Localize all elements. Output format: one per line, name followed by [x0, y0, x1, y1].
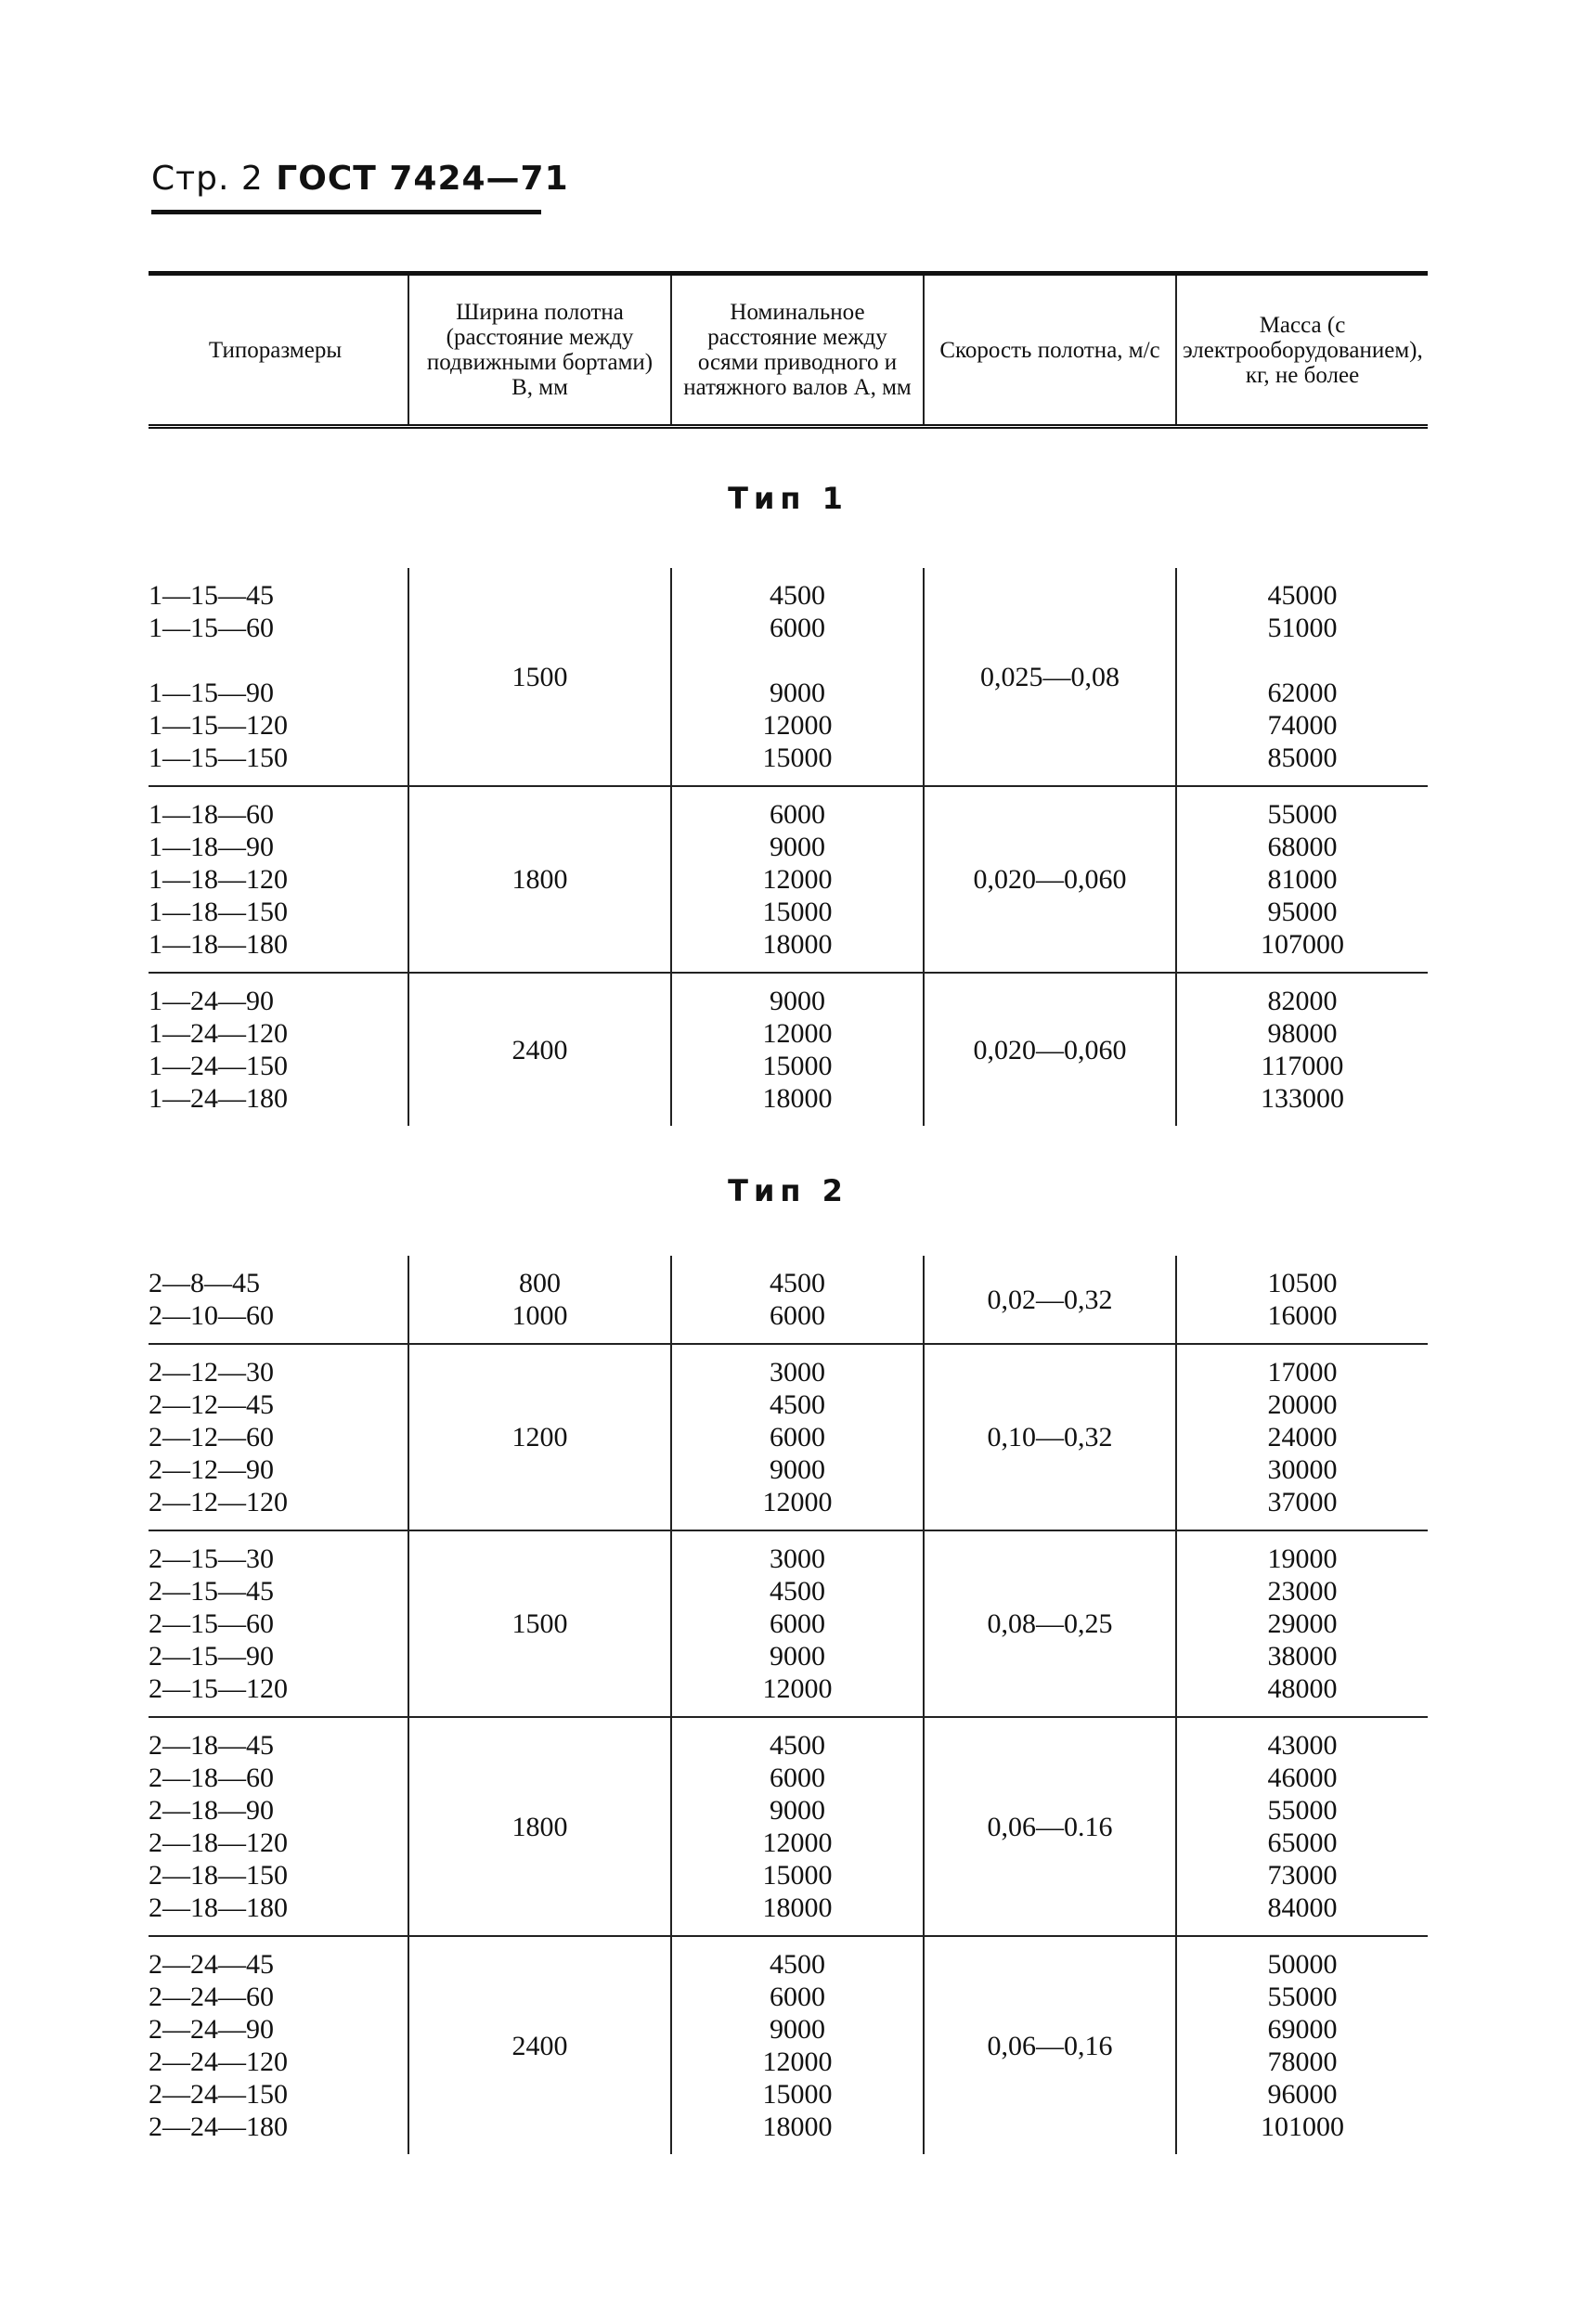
mass-value: 19000	[1267, 1543, 1338, 1574]
column-header-width: Ширина полотна (расстояние между подвижными бортами) B, мм	[408, 274, 671, 427]
mass-value: 55000	[1267, 1982, 1338, 2012]
distance-value: 18000	[762, 2111, 833, 2142]
size-designation: 2—12—45	[149, 1389, 274, 1420]
distance-cell	[671, 1344, 924, 1530]
mass-cell	[1176, 786, 1428, 973]
width-cell	[408, 1256, 671, 1344]
size-designation: 1—15—90	[149, 678, 274, 708]
width-value: 1200	[511, 1422, 568, 1452]
type-heading: Тип 1	[728, 480, 848, 516]
distance-value: 15000	[762, 2079, 833, 2110]
page-header	[151, 160, 569, 198]
mass-value: 37000	[1267, 1487, 1338, 1517]
distance-value: 12000	[762, 864, 833, 895]
width-cell	[408, 786, 671, 973]
mass-value: 73000	[1267, 1860, 1338, 1891]
distance-cell	[671, 973, 924, 1126]
speed-value: 0,06—0,16	[987, 2030, 1113, 2061]
size-designation: 2—24—120	[149, 2046, 288, 2077]
size-designation: 2—24—90	[149, 2014, 274, 2045]
distance-value: 3000	[770, 1543, 825, 1574]
distance-value: 18000	[762, 929, 833, 960]
distance-value: 6000	[770, 1422, 825, 1452]
size-designation: 2—12—120	[149, 1487, 288, 1517]
mass-value: 96000	[1267, 2079, 1338, 2110]
speed-cell	[924, 1717, 1176, 1936]
mass-cell	[1176, 973, 1428, 1126]
width-cell	[408, 1717, 671, 1936]
distance-cell	[671, 1256, 924, 1344]
distance-cell	[671, 786, 924, 973]
distance-value: 15000	[762, 1051, 833, 1081]
table-body	[149, 427, 1428, 2155]
mass-value: 55000	[1267, 799, 1338, 830]
table-row	[149, 1344, 1428, 1530]
type-heading-row	[149, 1126, 1428, 1256]
size-designation: 1—15—120	[149, 710, 288, 741]
speed-value: 0,10—0,32	[987, 1422, 1113, 1452]
column-header-speed: Скорость полотна, м/с	[924, 274, 1176, 427]
mass-value: 48000	[1267, 1673, 1338, 1704]
size-designation: 1—18—180	[149, 929, 288, 960]
mass-value: 69000	[1267, 2014, 1338, 2045]
sizes-cell	[149, 786, 408, 973]
size-designation: 2—15—90	[149, 1641, 274, 1672]
mass-value: 51000	[1267, 613, 1338, 643]
speed-value: 0,020—0,060	[973, 864, 1127, 895]
distance-value: 9000	[770, 1641, 825, 1672]
sizes-cell	[149, 973, 408, 1126]
size-designation: 2—18—180	[149, 1892, 288, 1923]
mass-value: 50000	[1267, 1949, 1338, 1980]
width-cell	[408, 973, 671, 1126]
speed-cell	[924, 1344, 1176, 1530]
distance-value: 12000	[762, 1673, 833, 1704]
mass-value: 78000	[1267, 2046, 1338, 2077]
mass-value: 23000	[1267, 1576, 1338, 1607]
width-value: 2400	[511, 1034, 568, 1065]
column-header-distance: Номинальное расстояние между осями приводного и натяжного валов A, мм	[671, 274, 924, 427]
speed-value: 0,06—0.16	[987, 1811, 1113, 1842]
width-value: 1500	[511, 1608, 568, 1639]
width-value: 1500	[511, 661, 568, 692]
spacer	[1177, 644, 1428, 677]
mass-cell	[1176, 1256, 1428, 1344]
speed-value: 0,08—0,25	[987, 1608, 1113, 1639]
mass-value: 16000	[1267, 1300, 1338, 1331]
distance-cell	[671, 1717, 924, 1936]
distance-value: 9000	[770, 1454, 825, 1485]
mass-value: 65000	[1267, 1827, 1338, 1858]
size-designation: 1—15—60	[149, 613, 274, 643]
mass-cell	[1176, 568, 1428, 786]
distance-value: 12000	[762, 1827, 833, 1858]
distance-value: 9000	[770, 678, 825, 708]
mass-value: 117000	[1261, 1051, 1344, 1081]
speed-value: 0,025—0,08	[980, 661, 1120, 692]
distance-value: 4500	[770, 1268, 825, 1298]
mass-value: 29000	[1267, 1608, 1338, 1639]
sizes-cell	[149, 1256, 408, 1344]
speed-cell	[924, 786, 1176, 973]
size-designation: 1—15—150	[149, 742, 288, 773]
spacer	[672, 644, 923, 677]
size-designation: 1—24—180	[149, 1083, 288, 1114]
type-heading-row	[149, 427, 1428, 569]
width-value: 1000	[511, 1300, 568, 1331]
speed-value: 0,02—0,32	[987, 1284, 1113, 1315]
width-value: 1800	[511, 1811, 568, 1842]
mass-value: 10500	[1267, 1268, 1338, 1298]
mass-value: 62000	[1267, 678, 1338, 708]
size-designation: 2—18—120	[149, 1827, 288, 1858]
size-designation: 2—15—60	[149, 1608, 274, 1639]
width-value: 2400	[511, 2030, 568, 2061]
mass-value: 20000	[1267, 1389, 1338, 1420]
distance-value: 6000	[770, 1982, 825, 2012]
sizes-cell	[149, 1344, 408, 1530]
mass-value: 17000	[1267, 1357, 1338, 1388]
mass-value: 43000	[1267, 1730, 1338, 1761]
distance-value: 12000	[762, 710, 833, 741]
speed-cell	[924, 568, 1176, 786]
size-designation: 1—18—90	[149, 832, 274, 862]
mass-cell	[1176, 1344, 1428, 1530]
size-designation: 2—12—30	[149, 1357, 274, 1388]
size-designation: 2—15—30	[149, 1543, 274, 1574]
size-designation: 2—12—90	[149, 1454, 274, 1485]
speed-cell	[924, 1530, 1176, 1717]
mass-value: 84000	[1267, 1892, 1338, 1923]
distance-value: 6000	[770, 613, 825, 643]
width-value: 800	[519, 1268, 561, 1298]
distance-value: 6000	[770, 1300, 825, 1331]
size-designation: 2—18—90	[149, 1795, 274, 1826]
width-cell	[408, 568, 671, 786]
mass-value: 38000	[1267, 1641, 1338, 1672]
table-row	[149, 1530, 1428, 1717]
size-designation: 1—15—45	[149, 580, 274, 611]
table-row	[149, 1717, 1428, 1936]
spacer	[149, 644, 408, 677]
distance-value: 6000	[770, 1762, 825, 1793]
distance-value: 18000	[762, 1083, 833, 1114]
sizes-cell	[149, 1936, 408, 2154]
mass-value: 46000	[1267, 1762, 1338, 1793]
sizes-cell	[149, 1717, 408, 1936]
table-row	[149, 1256, 1428, 1344]
header-rule	[151, 210, 541, 214]
width-value: 1800	[511, 864, 568, 895]
distance-value: 4500	[770, 1730, 825, 1761]
size-designation: 2—10—60	[149, 1300, 274, 1331]
mass-value: 85000	[1267, 742, 1338, 773]
type-heading: Тип 2	[728, 1172, 848, 1208]
table-row	[149, 786, 1428, 973]
width-cell	[408, 1936, 671, 2154]
mass-value: 45000	[1267, 580, 1338, 611]
table-row	[149, 568, 1428, 786]
mass-value: 133000	[1261, 1083, 1344, 1114]
distance-value: 9000	[770, 832, 825, 862]
sizes-cell	[149, 568, 408, 786]
size-designation: 1—24—90	[149, 986, 274, 1016]
table-row	[149, 1936, 1428, 2154]
distance-value: 15000	[762, 897, 833, 927]
mass-value: 81000	[1267, 864, 1338, 895]
distance-cell	[671, 1530, 924, 1717]
size-designation: 1—18—60	[149, 799, 274, 830]
size-designation: 2—15—120	[149, 1673, 288, 1704]
size-designation: 2—18—60	[149, 1762, 274, 1793]
distance-value: 3000	[770, 1357, 825, 1388]
mass-cell	[1176, 1936, 1428, 2154]
size-designation: 1—24—120	[149, 1018, 288, 1049]
mass-value: 107000	[1261, 929, 1344, 960]
width-cell	[408, 1530, 671, 1717]
distance-value: 12000	[762, 1018, 833, 1049]
distance-value: 12000	[762, 1487, 833, 1517]
distance-value: 18000	[762, 1892, 833, 1923]
speed-cell	[924, 1256, 1176, 1344]
distance-cell	[671, 568, 924, 786]
size-designation: 2—18—150	[149, 1860, 288, 1891]
distance-cell	[671, 1936, 924, 2154]
distance-value: 12000	[762, 2046, 833, 2077]
mass-value: 30000	[1267, 1454, 1338, 1485]
size-designation: 2—12—60	[149, 1422, 274, 1452]
page-number: Стр. 2	[151, 160, 264, 198]
mass-value: 55000	[1267, 1795, 1338, 1826]
speed-cell	[924, 1936, 1176, 2154]
mass-value: 82000	[1267, 986, 1338, 1016]
distance-value: 9000	[770, 2014, 825, 2045]
sizes-cell	[149, 1530, 408, 1717]
table-row	[149, 973, 1428, 1126]
mass-value: 74000	[1267, 710, 1338, 741]
width-cell	[408, 1344, 671, 1530]
distance-value: 4500	[770, 1949, 825, 1980]
distance-value: 4500	[770, 1576, 825, 1607]
distance-value: 9000	[770, 1795, 825, 1826]
distance-value: 4500	[770, 580, 825, 611]
specification-table	[149, 271, 1428, 2154]
mass-value: 98000	[1267, 1018, 1338, 1049]
size-designation: 2—8—45	[149, 1268, 260, 1298]
mass-cell	[1176, 1717, 1428, 1936]
mass-value: 101000	[1261, 2111, 1344, 2142]
mass-cell	[1176, 1530, 1428, 1717]
standard-designation: ГОСТ 7424—71	[276, 160, 569, 198]
column-header-mass: Масса (с электрооборудованием), кг, не более	[1176, 274, 1428, 427]
column-header-sizes: Типоразмеры	[149, 274, 408, 427]
distance-value: 15000	[762, 742, 833, 773]
distance-value: 6000	[770, 799, 825, 830]
size-designation: 2—24—60	[149, 1982, 274, 2012]
distance-value: 9000	[770, 986, 825, 1016]
mass-value: 68000	[1267, 832, 1338, 862]
distance-value: 15000	[762, 1860, 833, 1891]
size-designation: 2—24—45	[149, 1949, 274, 1980]
size-designation: 2—15—45	[149, 1576, 274, 1607]
table-header-row	[149, 274, 1428, 427]
distance-value: 4500	[770, 1389, 825, 1420]
mass-value: 95000	[1267, 897, 1338, 927]
speed-value: 0,020—0,060	[973, 1034, 1127, 1065]
size-designation: 2—24—180	[149, 2111, 288, 2142]
distance-value: 6000	[770, 1608, 825, 1639]
mass-value: 24000	[1267, 1422, 1338, 1452]
speed-cell	[924, 973, 1176, 1126]
size-designation: 1—24—150	[149, 1051, 288, 1081]
size-designation: 2—24—150	[149, 2079, 288, 2110]
size-designation: 1—18—120	[149, 864, 288, 895]
size-designation: 2—18—45	[149, 1730, 274, 1761]
size-designation: 1—18—150	[149, 897, 288, 927]
